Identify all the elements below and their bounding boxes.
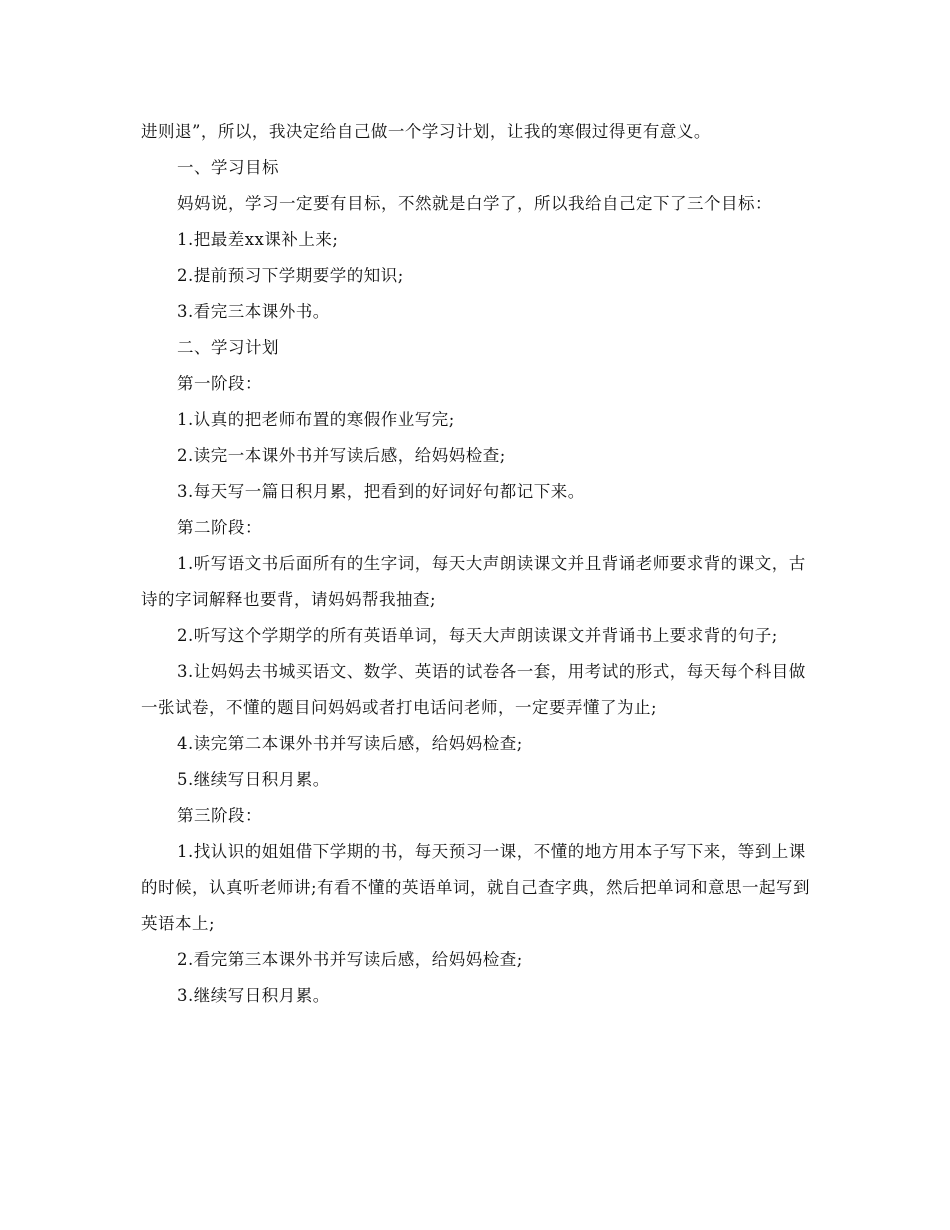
stage-2-item-5: 5.继续写日积月累。 [177,770,330,789]
stage-2-item-1: 1.听写语文书后面所有的生字词，每天大声朗读课文并且背诵老师要求背的课文，古诗的字词解释也要背，请妈妈帮我抽查; [141,554,806,609]
stage-1-item-3: 3.每天写一篇日积月累，把看到的好词好句都记下来。 [177,482,585,501]
stage-2-heading: 第二阶段： [177,518,262,537]
stage-2-item-2: 2.听写这个学期学的所有英语单词，每天大声朗读课文并背诵书上要求背的句子; [177,626,778,645]
stage-1-item-2: 2.读完一本课外书并写读后感，给妈妈检查; [177,446,506,465]
heading-study-goals: 一、学习目标 [177,158,279,177]
stage-3-item-1: 1.找认识的姐姐借下学期的书，每天预习一课，不懂的地方用本子写下来，等到上课的时候，认真听老师讲;有看不懂的英语单词，就自己查字典，然后把单词和意思一起写到英语本上; [141,842,811,933]
stage-3-item-2: 2.看完第三本课外书并写读后感，给妈妈检查; [177,950,523,969]
stage-3-item-3: 3.继续写日积月累。 [177,986,330,1005]
goal-item-2: 2.提前预习下学期要学的知识; [177,266,404,285]
paragraph-goals-intro: 妈妈说，学习一定要有目标，不然就是白学了，所以我给自己定下了三个目标： [177,194,772,213]
stage-2-item-3: 3.让妈妈去书城买语文、数学、英语的试卷各一套，用考试的形式，每天每个科目做一张试卷，不懂的题目问妈妈或者打电话问老师，一定要弄懂了为止; [141,662,806,717]
document-body [141,114,811,1014]
stage-1-heading: 第一阶段： [177,374,262,393]
stage-3-heading: 第三阶段： [177,806,262,825]
paragraph-continuation: 进则退”，所以，我决定给自己做一个学习计划，让我的寒假过得更有意义。 [141,122,711,141]
stage-1-item-1: 1.认真的把老师布置的寒假作业写完; [177,410,455,429]
heading-study-plan: 二、学习计划 [177,338,279,357]
goal-item-3: 3.看完三本课外书。 [177,302,330,321]
goal-item-1: 1.把最差xx课补上来; [177,230,339,249]
stage-2-item-4: 4.读完第二本课外书并写读后感，给妈妈检查; [177,734,523,753]
